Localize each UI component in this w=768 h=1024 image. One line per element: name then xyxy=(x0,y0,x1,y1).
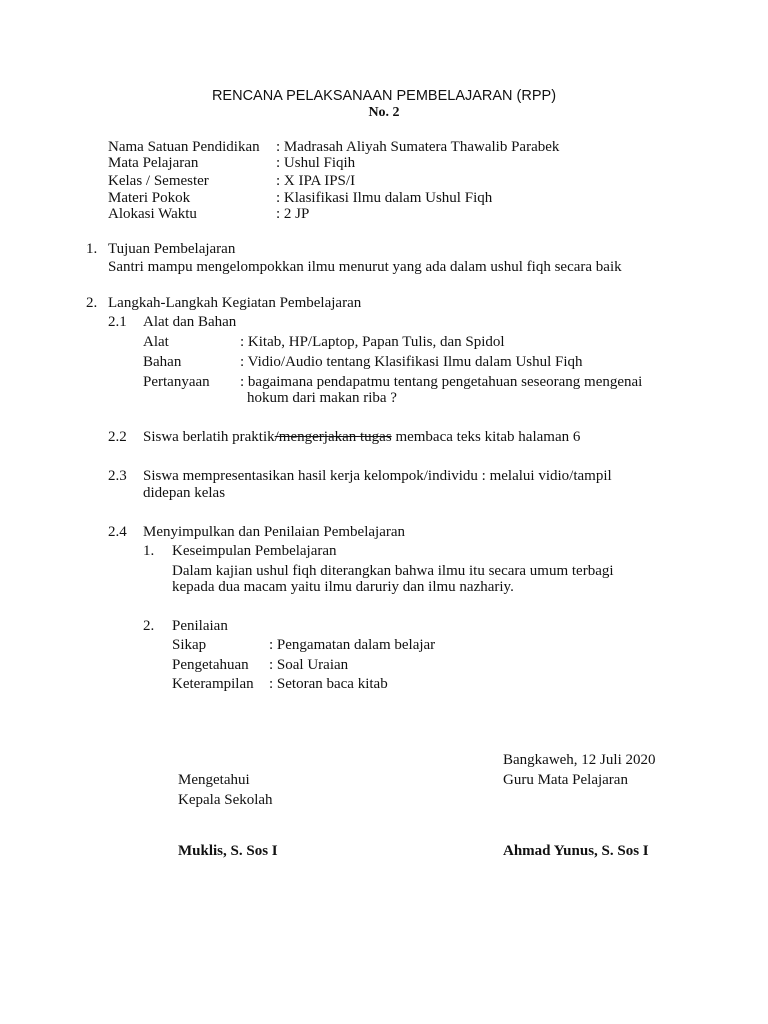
signature-place-date: Bangkaweh, 12 Juli 2020 xyxy=(503,752,656,768)
document-number: No. 2 xyxy=(368,105,400,120)
signature-right-name: Ahmad Yunus, S. Sos I xyxy=(503,843,649,859)
s24-sub2-number: 2. xyxy=(143,618,155,634)
s24-label-sikap: Sikap xyxy=(172,637,207,653)
s21-label-alat: Alat xyxy=(143,334,169,350)
s21-title: Alat dan Bahan xyxy=(143,314,237,330)
section2-number: 2. xyxy=(86,295,98,311)
section1-number: 1. xyxy=(86,241,98,257)
s23-line2: didepan kelas xyxy=(143,485,226,501)
s24-label-pengetahuan: Pengetahuan xyxy=(172,657,249,673)
s24-number: 2.4 xyxy=(108,524,127,540)
s23-number: 2.3 xyxy=(108,468,127,484)
s24-sub1-title: Keseimpulan Pembelajaran xyxy=(172,543,337,559)
s21-label-pertanyaan: Pertanyaan xyxy=(143,374,210,390)
signature-left-line1: Mengetahui xyxy=(178,772,250,788)
identity-value-class: : X IPA IPS/I xyxy=(276,173,356,189)
signature-left-name: Muklis, S. Sos I xyxy=(178,843,278,859)
identity-label-time: Alokasi Waktu xyxy=(108,206,197,222)
s24-label-keterampilan: Keterampilan xyxy=(172,676,254,692)
identity-label-school: Nama Satuan Pendidikan xyxy=(108,139,260,155)
s22-text-struck: /mengerjakan tugas xyxy=(274,429,392,445)
section1-text: Santri mampu mengelompokkan ilmu menurut yang ada dalam ushul fiqh secara baik xyxy=(108,259,622,275)
identity-label-subject: Mata Pelajaran xyxy=(108,155,199,171)
s22-text-before: Siswa berlatih praktik xyxy=(143,429,275,445)
signature-right-line1: Guru Mata Pelajaran xyxy=(503,772,628,788)
s24-sub1-number: 1. xyxy=(143,543,155,559)
section1-title: Tujuan Pembelajaran xyxy=(108,241,236,257)
s24-value-keterampilan: : Setoran baca kitab xyxy=(269,676,388,692)
s21-value-pertanyaan: : bagaimana pendapatmu tentang pengetahuan seseorang mengenai xyxy=(240,374,643,390)
s21-value-alat: : Kitab, HP/Laptop, Papan Tulis, dan Spidol xyxy=(240,334,505,350)
s24-sub1-line1: Dalam kajian ushul fiqh diterangkan bahwa ilmu itu secara umum terbagi xyxy=(172,563,614,579)
s24-value-sikap: : Pengamatan dalam belajar xyxy=(269,637,436,653)
identity-label-topic: Materi Pokok xyxy=(108,190,191,206)
identity-value-school: : Madrasah Aliyah Sumatera Thawalib Parabek xyxy=(276,139,560,155)
section2-title: Langkah-Langkah Kegiatan Pembelajaran xyxy=(108,295,362,311)
s21-number: 2.1 xyxy=(108,314,127,330)
identity-value-subject: : Ushul Fiqih xyxy=(276,155,356,171)
s24-title: Menyimpulkan dan Penilaian Pembelajaran xyxy=(143,524,406,540)
s21-value-bahan: : Vidio/Audio tentang Klasifikasi Ilmu dalam Ushul Fiqh xyxy=(240,354,583,370)
s22-text-after: membaca teks kitab halaman 6 xyxy=(391,429,581,445)
s24-sub2-title: Penilaian xyxy=(172,618,228,634)
s22-text xyxy=(143,428,580,446)
s24-value-pengetahuan: : Soal Uraian xyxy=(269,657,349,673)
s23-line1: Siswa mempresentasikan hasil kerja kelompok/individu : melalui vidio/tampil xyxy=(143,468,612,484)
s21-label-bahan: Bahan xyxy=(143,354,182,370)
identity-label-class: Kelas / Semester xyxy=(108,173,209,189)
s21-value-pertanyaan-cont: hokum dari makan riba ? xyxy=(247,390,397,406)
s24-sub1-line2: kepada dua macam yaitu ilmu daruriy dan ilmu nazhariy. xyxy=(172,579,514,595)
identity-value-topic: : Klasifikasi Ilmu dalam Ushul Fiqh xyxy=(276,190,493,206)
identity-value-time: : 2 JP xyxy=(276,206,310,222)
signature-left-line2: Kepala Sekolah xyxy=(178,792,273,808)
document-title: RENCANA PELAKSANAAN PEMBELAJARAN (RPP) xyxy=(211,88,557,104)
s22-number: 2.2 xyxy=(108,429,127,445)
